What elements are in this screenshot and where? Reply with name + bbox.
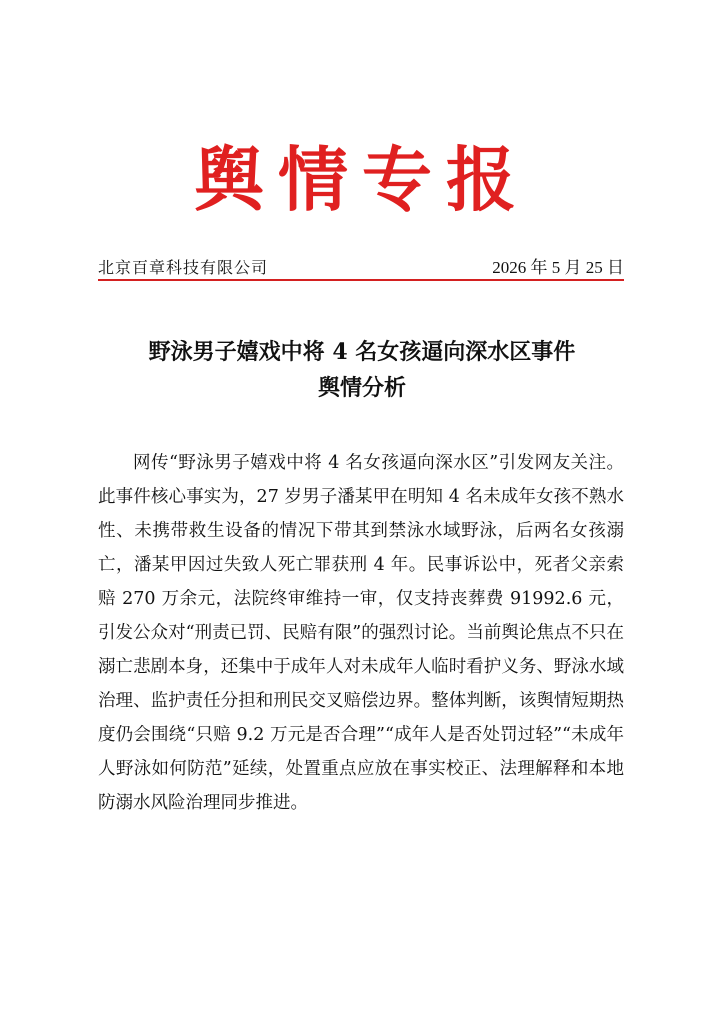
article-title — [0, 334, 724, 406]
organization-name: 北京百章科技有限公司 — [98, 258, 269, 277]
issue-date: 2026 年 5 月 25 日 — [492, 258, 624, 277]
article-title-line-2: 舆情分析 — [317, 375, 406, 401]
masthead-title: 舆情专报 — [194, 138, 530, 221]
body-paragraph: 网传“野泳男子嬉戏中将 4 名女孩逼向深水区”引发网友关注。此事件核心事实为，27 岁男子潘某甲在明知 4 名未成年女孩不熟水性、未携带救生设备的情况下带其到禁泳水域野泳，后两名女孩溺亡，潘某甲因过失致人死亡罪获刑 4 年。民事诉讼中，死者父亲索赔 270 万余元，法院终审维持一审，仅支持丧葬费 91992.6 元，引发公众对“刑责已罚、民赔有限”的强烈讨论。当前舆论焦点不只在溺亡悲剧本身，还集中于成年人对未成年人临时看护义务、野泳水域治理、监护责任分担和刑民交叉赔偿边界。整体判断，该舆情短期热度仍会围绕“只赔 9.2 万元是否合理”“成年人是否处罚过轻”“未成年人野泳如何防范”延续，处置重点应放在事实校正、法理解释和本地防溺水风险治理同步推进。 — [98, 453, 624, 813]
document-header — [98, 257, 624, 279]
article-title-line-1: 野泳男子嬉戏中将 4 名女孩逼向深水区事件 — [148, 339, 576, 365]
header-divider — [98, 279, 624, 281]
